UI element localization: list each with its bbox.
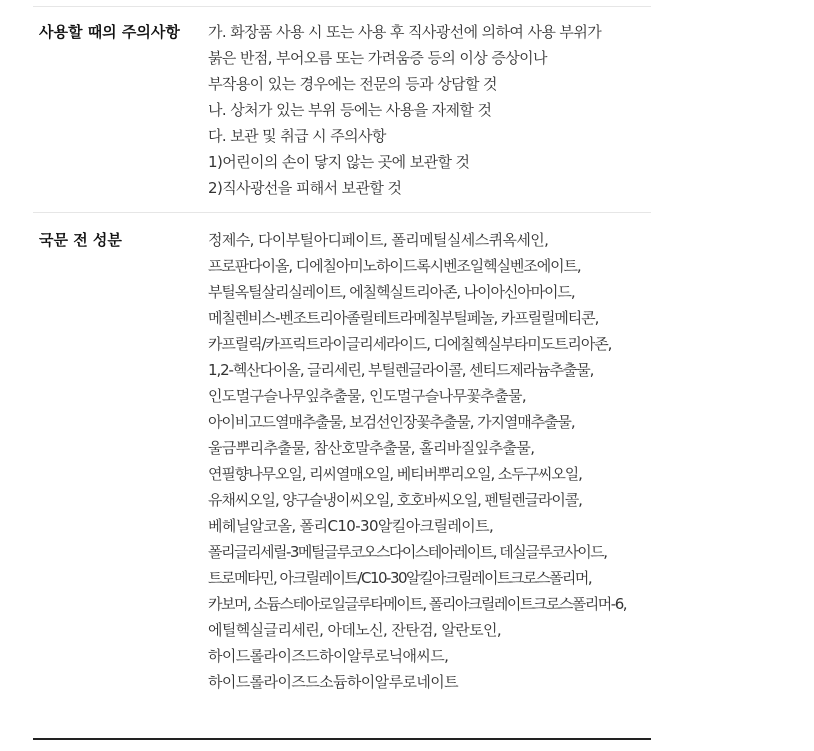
ingredient-line: 아이비고드열매추출물, 보검선인장꽃추출물, 가지열매추출물, <box>208 413 575 431</box>
caution-line: 부작용이 있는 경우에는 전문의 등과 상담할 것 <box>208 75 497 93</box>
caution-line: 2)직사광선을 피해서 보관할 것 <box>208 179 402 197</box>
ingredient-line: 유채씨오일, 양구슬냉이씨오일, 호호바씨오일, 펜틸렌글라이콜, <box>208 491 582 509</box>
caution-text <box>208 19 678 201</box>
top-divider <box>33 6 651 7</box>
ingredients-label: 국문 전 성분 <box>39 231 122 249</box>
caution-label: 사용할 때의 주의사항 <box>39 23 180 41</box>
ingredients-text <box>208 227 678 695</box>
caution-line: 가. 화장품 사용 시 또는 사용 후 직사광선에 의하여 사용 부위가 <box>208 23 602 41</box>
caution-line: 1)어린이의 손이 닿지 않는 곳에 보관할 것 <box>208 153 470 171</box>
ingredient-line: 정제수, 다이부틸아디페이트, 폴리메틸실세스퀴옥세인, <box>208 231 549 249</box>
caution-line: 붉은 반점, 부어오름 또는 가려움증 등의 이상 증상이나 <box>208 49 547 67</box>
section-divider <box>33 212 651 213</box>
ingredient-line: 카프릴릭/카프릭트라이글리세라이드, 디에칠헥실부타미도트리아존, <box>208 335 612 353</box>
bottom-divider <box>33 738 651 740</box>
caution-line: 다. 보관 및 취급 시 주의사항 <box>208 127 386 145</box>
ingredient-line: 1,2-헥산다이올, 글리세린, 부틸렌글라이콜, 센티드제라늄추출물, <box>208 361 594 379</box>
ingredient-line: 인도멀구슬나무잎추출물, 인도멀구슬나무꽃추출물, <box>208 387 527 405</box>
ingredient-line: 부틸옥틸살리실레이트, 에칠헥실트리아존, 나이아신아마이드, <box>208 283 575 301</box>
ingredient-line: 카보머, 소듐스테아로일글루타메이트, 폴리아크릴레이트크로스폴리머-6, <box>208 595 626 613</box>
ingredient-line: 메칠렌비스-벤조트리아졸릴테트라메칠부틸페놀, 카프릴릴메티콘, <box>208 309 599 327</box>
ingredient-line: 에틸헥실글리세린, 아데노신, 잔탄검, 알란토인, <box>208 621 502 639</box>
ingredient-line: 하이드롤라이즈드소듐하이알루로네이트 <box>208 673 459 691</box>
ingredient-line: 트로메타민, 아크릴레이트/C10-30알킬아크릴레이트크로스폴리머, <box>208 569 592 587</box>
caution-line: 나. 상처가 있는 부위 등에는 사용을 자제할 것 <box>208 101 492 119</box>
ingredient-line: 울금뿌리추출물, 참산호말추출물, 홀리바질잎추출물, <box>208 439 535 457</box>
ingredient-line: 프로판다이올, 디에칠아미노하이드록시벤조일헥실벤조에이트, <box>208 257 581 275</box>
ingredient-line: 베헤닐알코올, 폴리C10-30알킬아크릴레이트, <box>208 517 494 535</box>
ingredient-line: 하이드롤라이즈드하이알루로닉애씨드, <box>208 647 449 665</box>
ingredient-line: 폴리글리세릴-3메틸글루코오스다이스테아레이트, 데실글루코사이드, <box>208 543 607 561</box>
ingredient-line: 연필향나무오일, 리씨열매오일, 베티버뿌리오일, 소두구씨오일, <box>208 465 582 483</box>
